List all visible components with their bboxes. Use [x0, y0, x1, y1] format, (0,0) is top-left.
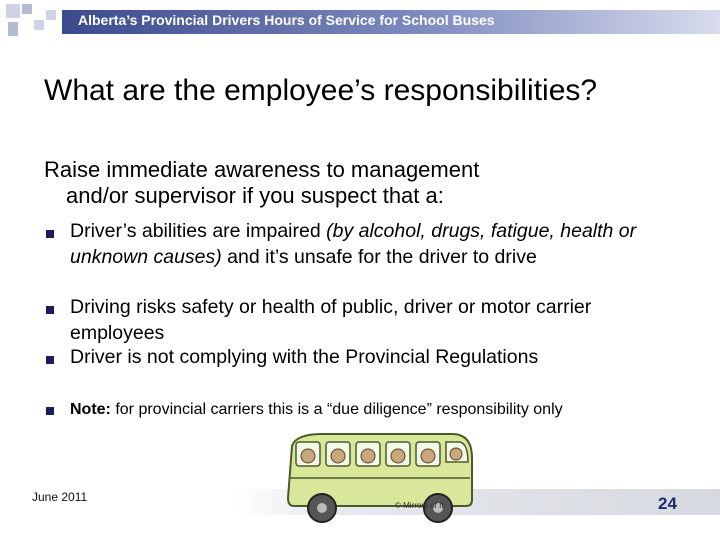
note-label: Note: [70, 401, 111, 418]
square-bullet-icon [46, 306, 54, 314]
note-text [70, 400, 690, 419]
slide-title: What are the employee’s responsibilities? [44, 74, 598, 107]
decorative-square [6, 4, 20, 18]
bullet-text [70, 218, 690, 270]
header-title: Alberta’s Provincial Drivers Hours of Service for School Buses [78, 12, 495, 28]
copyright-text: © Mirrors of It [395, 501, 444, 510]
bullet-text: Driving risks safety or health of public, driver or motor carrier employees [70, 296, 592, 344]
bullet-text-part: and it’s unsafe for the driver to drive [221, 246, 537, 268]
intro-line-2: and/or supervisor if you suspect that a: [66, 183, 444, 208]
footer-date: June 2011 [32, 490, 88, 504]
decorative-square [34, 20, 44, 30]
note-body: for provincial carriers this is a “due diligence” responsibility only [110, 401, 563, 418]
decorative-square [8, 22, 18, 36]
square-bullet-icon [46, 407, 54, 415]
intro-text [44, 157, 644, 209]
square-bullet-icon [46, 230, 54, 238]
intro-line-1: Raise immediate awareness to management [44, 157, 480, 182]
bullet-text-italic: (by alcohol, drugs, fatigue, health or unknown causes) [70, 220, 637, 268]
decorative-square [46, 10, 56, 20]
bullet-text-part: Driver’s abilities are impaired [70, 220, 327, 242]
square-bullet-icon [46, 356, 54, 364]
decorative-square [22, 4, 32, 14]
school-bus-icon [282, 428, 478, 528]
page-number: 24 [658, 494, 677, 513]
bullet-text: Driver is not complying with the Provincial Regulations [70, 346, 539, 368]
